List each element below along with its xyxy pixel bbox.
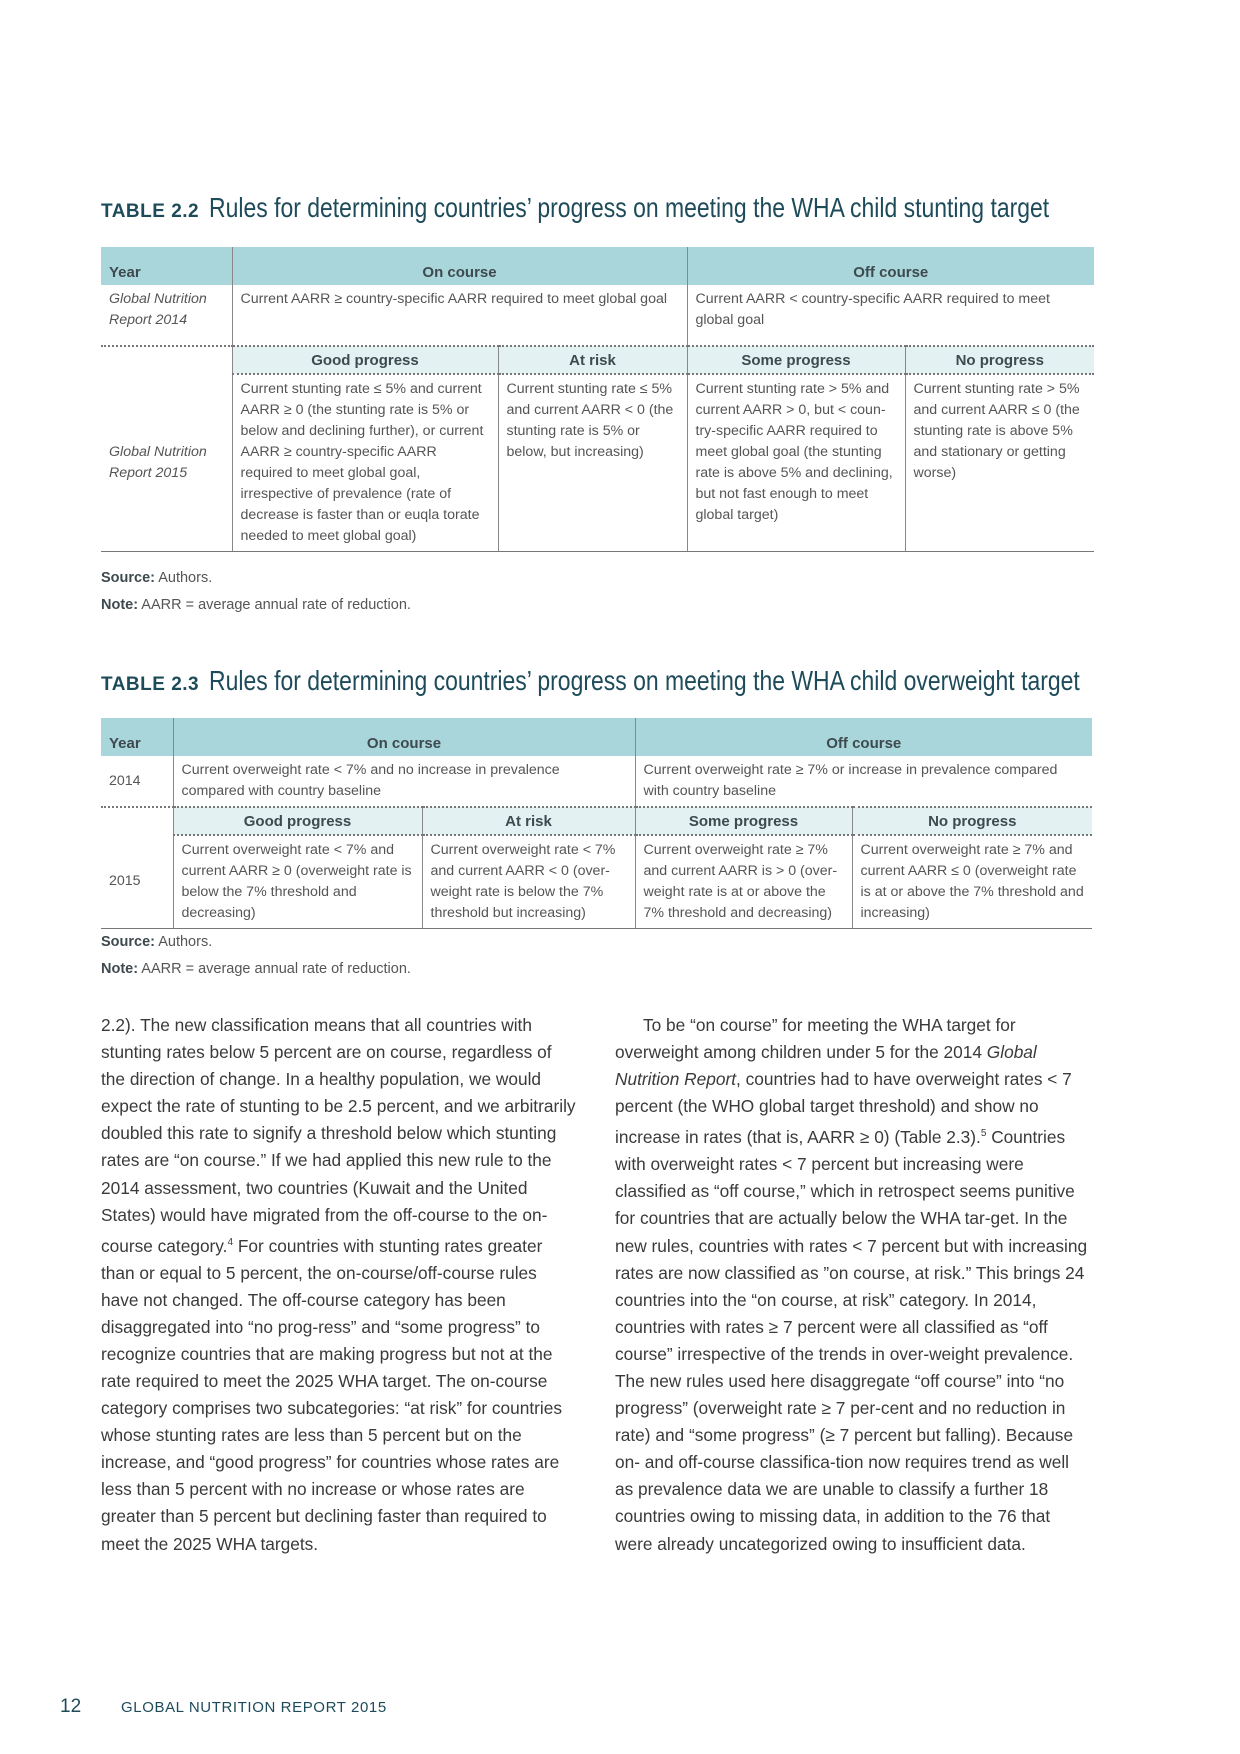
body-right-text: To be “on course” for meeting the WHA target for overweight among children under 5 for the 2014: [615, 1015, 1016, 1063]
table-heading: Rules for determining countries’ progress on meeting the WHA child overweight target: [209, 665, 1080, 696]
publication-name: GLOBAL NUTRITION REPORT 2015: [121, 1699, 387, 1716]
table-2-3-title: [101, 665, 1240, 697]
sub-header-blank: [101, 807, 173, 835]
header-year: Year: [101, 718, 173, 756]
table-label: TABLE 2.3: [101, 674, 200, 695]
body-left-text: 2.2). The new classification means that all countries with stunting rates below 5 percent are on course, regardless of the direction of change. In a healthy population, we would expect the rate of stunting to be 2.5 percent, and we arbitrarily doubled this rate to signify a threshold below which stunting rates are “on course.” If we had applied this new rule to the 2014 assessment, two countries (Kuwait and the United States) would have migrated from the off-course to the on-course category.: [101, 1015, 576, 1256]
row-2015-at-risk: Current overweight rate < 7% and current AARR < 0 (over-weight rate is below the 7% threshold but increasing): [422, 835, 635, 929]
row-2015-good-progress: Current stunting rate ≤ 5% and current AARR ≥ 0 (the stunting rate is 5% or below and declining further), or current AARR ≥ country-specific AARR required to meet global goal, irrespective of prevalence (rate of decrease is faster than or euqla torate needed to meet global goal): [232, 374, 498, 552]
row-2014-off-course: Current overweight rate ≥ 7% or increase in prevalence compared with country baseline: [635, 756, 1092, 807]
overweight-rules-table: [101, 718, 1092, 929]
body-left-paragraph: [101, 1012, 577, 1558]
footnote-ref: 5: [980, 1128, 987, 1140]
stunting-rules-table: [101, 247, 1094, 552]
page-footer: [60, 1696, 387, 1718]
body-right-text-c: Countries with overweight rates < 7 percent but increasing were classified as “off course,” which in retrospect seems punitive for countries that are actually below the WHA tar-get. In the new rules, countries with rates < 7 percent but with increasing rates are now classified as ”on course, at risk.” This brings 24 countries into the “on course, at risk” category. In 2014, countries with rates ≥ 7 percent were all classified as “off course” irrespective of the trends in over-weight prevalence. The new rules used here disaggregate “off course” into “no progress” (overweight rate ≥ 7 per-cent and no reduction in rate) and “some progress” (≥ 7 percent but falling). Because on- and off-course classifica-tion now requires trend as well as prevalence data we are unable to classify a further 18 countries owing to missing data, in addition to the 76 that were already uncategorized owing to insufficient data.: [615, 1127, 1088, 1554]
header-on-course: On course: [173, 718, 635, 756]
sub-header-good-progress: Good progress: [173, 807, 422, 835]
row-2015-some-progress: Current stunting rate > 5% and current AARR > 0, but < coun-try-specific AARR required to meet global goal (the stunting rate is above 5% and declining, but not fast enough to meet global target): [687, 374, 905, 552]
header-year: Year: [101, 247, 232, 285]
sub-header-no-progress: No progress: [852, 807, 1092, 835]
row-2015-good-progress: Current overweight rate < 7% and current AARR ≥ 0 (overweight rate is below the 7% threshold and decreasing): [173, 835, 422, 929]
body-left-column: [101, 1012, 577, 1558]
source-text: Authors.: [155, 570, 213, 586]
source-label: Source:: [101, 570, 155, 586]
row-2014-year: Global Nutrition Report 2014: [109, 291, 207, 328]
source-text: Authors.: [155, 934, 213, 950]
sub-header-good-progress: Good progress: [232, 346, 498, 374]
row-2015-no-progress: Current overweight rate ≥ 7% and current AARR ≤ 0 (overweight rate is at or above the 7% threshold and increasing): [852, 835, 1092, 929]
report-title-italic: Global Nutrition Report: [615, 1042, 1037, 1090]
row-2014-year: 2014: [109, 772, 141, 789]
source-label: Source:: [101, 934, 155, 950]
note-text: AARR = average annual rate of reduction.: [138, 961, 411, 977]
note-label: Note:: [101, 961, 139, 977]
row-2014-on-course: Current overweight rate < 7% and no increase in prevalence compared with country baseline: [173, 756, 635, 807]
row-2015-no-progress: Current stunting rate > 5% and current AARR ≤ 0 (the stunting rate is above 5% and stationary or getting worse): [905, 374, 1094, 552]
row-2015-some-progress: Current overweight rate ≥ 7% and current AARR is > 0 (over-weight rate is at or above the 7% threshold and decreasing): [635, 835, 852, 929]
table-2-2-source: [101, 570, 212, 586]
table-2-2-note: [101, 597, 411, 613]
body-left-text-cont: For countries with stunting rates greater than or equal to 5 percent, the on-course/off-course rules have not changed. The off-course category has been disaggregated into “no prog-ress” and “some progress” to recognize countries that are making progress but not at the rate required to meet the 2025 WHA target. The on-course category comprises two subcategories: “at risk” for countries whose stunting rates are less than 5 percent but on the increase, and “good progress” for countries whose rates are less than 5 percent with no increase or whose rates are greater than 5 percent but declining faster than required to meet the 2025 WHA targets.: [101, 1235, 563, 1554]
page-number: 12: [60, 1696, 82, 1717]
table-2-3-source: [101, 934, 212, 950]
body-right-text-b: , countries had to have overweight rates < 7 percent (the WHO global target threshold) and show no increase in rates (that is, AARR ≥ 0) (Table 2.3).: [615, 1069, 1072, 1148]
sub-header-some-progress: Some progress: [687, 346, 905, 374]
row-2015-year: Global Nutrition Report 2015: [101, 374, 232, 552]
note-text: AARR = average annual rate of reduction.: [138, 597, 411, 613]
header-on-course: On course: [232, 247, 687, 285]
table-2-3-note: [101, 961, 411, 977]
header-off-course: Off course: [687, 247, 1094, 285]
note-label: Note:: [101, 597, 139, 613]
header-off-course: Off course: [635, 718, 1092, 756]
row-2014-on-course: Current AARR ≥ country-specific AARR required to meet global goal: [232, 285, 687, 346]
sub-header-some-progress: Some progress: [635, 807, 852, 835]
table-2-2-title: [101, 192, 1234, 224]
row-2015-year: 2015: [101, 835, 173, 929]
sub-header-at-risk: At risk: [422, 807, 635, 835]
row-2015-at-risk: Current stunting rate ≤ 5% and current AARR < 0 (the stunting rate is 5% or below, but increasing): [498, 374, 687, 552]
body-right-column: [615, 1012, 1091, 1558]
body-right-paragraph: [615, 1012, 1091, 1558]
row-2014-off-course: Current AARR < country-specific AARR required to meet global goal: [687, 285, 1094, 346]
table-label: TABLE 2.2: [101, 201, 200, 222]
sub-header-at-risk: At risk: [498, 346, 687, 374]
footnote-ref: 4: [227, 1236, 234, 1248]
table-heading: Rules for determining countries’ progress on meeting the WHA child stunting target: [209, 192, 1050, 223]
sub-header-blank: [101, 346, 232, 374]
sub-header-no-progress: No progress: [905, 346, 1094, 374]
